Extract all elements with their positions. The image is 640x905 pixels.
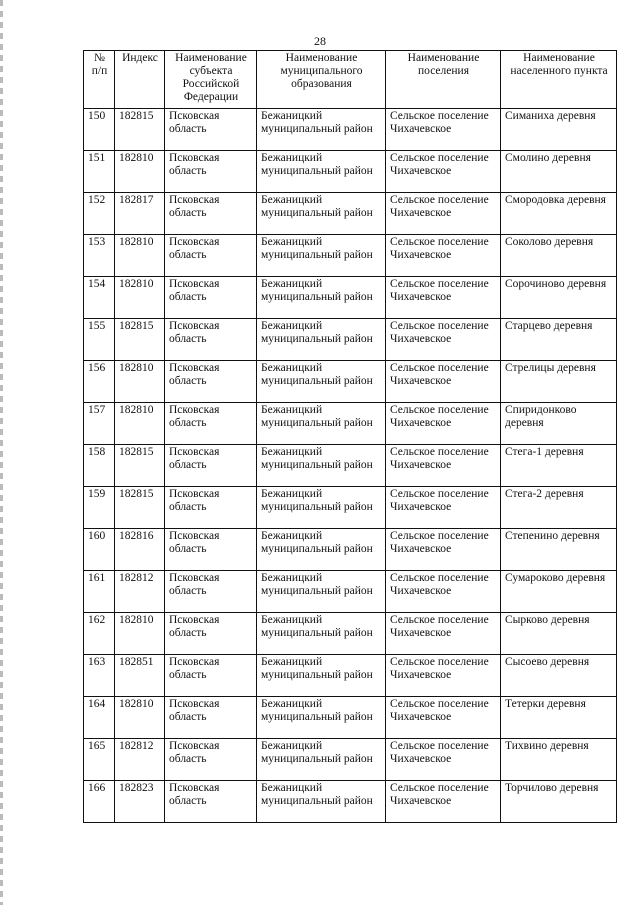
table-row: [84, 697, 617, 739]
cell-index: 182810: [115, 277, 165, 319]
cell-subject: Псковская область: [165, 361, 257, 403]
cell-subject: Псковская область: [165, 613, 257, 655]
cell-locality: Степенино деревня: [501, 529, 617, 571]
cell-locality: Смолино деревня: [501, 151, 617, 193]
table-row: [84, 109, 617, 151]
cell-municipality: Бежаницкий муниципальный район: [257, 613, 386, 655]
cell-subject: Псковская область: [165, 739, 257, 781]
cell-subject: Псковская область: [165, 403, 257, 445]
cell-locality: Сумароково деревня: [501, 571, 617, 613]
cell-settlement: Сельское поселение Чихачевское: [386, 781, 501, 823]
cell-locality: Тетерки деревня: [501, 697, 617, 739]
cell-municipality: Бежаницкий муниципальный район: [257, 529, 386, 571]
cell-settlement: Сельское поселение Чихачевское: [386, 571, 501, 613]
cell-index: 182815: [115, 319, 165, 361]
table-row: [84, 235, 617, 277]
settlements-table: [83, 50, 617, 823]
cell-locality: Соколово деревня: [501, 235, 617, 277]
cell-locality: Старцево деревня: [501, 319, 617, 361]
cell-settlement: Сельское поселение Чихачевское: [386, 277, 501, 319]
cell-settlement: Сельское поселение Чихачевское: [386, 319, 501, 361]
cell-num: 158: [84, 445, 115, 487]
cell-num: 150: [84, 109, 115, 151]
cell-subject: Псковская область: [165, 277, 257, 319]
table-row: [84, 571, 617, 613]
cell-subject: Псковская область: [165, 571, 257, 613]
cell-num: 151: [84, 151, 115, 193]
cell-locality: Тихвино деревня: [501, 739, 617, 781]
cell-locality: Торчилово деревня: [501, 781, 617, 823]
cell-settlement: Сельское поселение Чихачевское: [386, 361, 501, 403]
cell-municipality: Бежаницкий муниципальный район: [257, 571, 386, 613]
cell-num: 163: [84, 655, 115, 697]
table-body: [84, 109, 617, 823]
table-row: [84, 151, 617, 193]
cell-index: 182810: [115, 697, 165, 739]
table-row: [84, 361, 617, 403]
cell-settlement: Сельское поселение Чихачевское: [386, 235, 501, 277]
table-row: [84, 781, 617, 823]
cell-locality: Сысоево деревня: [501, 655, 617, 697]
header-num: № п/п: [84, 51, 115, 109]
cell-index: 182817: [115, 193, 165, 235]
cell-subject: Псковская область: [165, 697, 257, 739]
cell-num: 155: [84, 319, 115, 361]
cell-index: 182810: [115, 151, 165, 193]
cell-locality: Стрелицы деревня: [501, 361, 617, 403]
cell-num: 152: [84, 193, 115, 235]
header-settlement: Наименование поселения: [386, 51, 501, 109]
cell-locality: Смородовка деревня: [501, 193, 617, 235]
cell-subject: Псковская область: [165, 487, 257, 529]
page-number: 28: [314, 34, 326, 48]
table-row: [84, 739, 617, 781]
cell-settlement: Сельское поселение Чихачевское: [386, 487, 501, 529]
cell-num: 159: [84, 487, 115, 529]
cell-municipality: Бежаницкий муниципальный район: [257, 361, 386, 403]
scan-page-edge: [0, 0, 3, 905]
cell-municipality: Бежаницкий муниципальный район: [257, 277, 386, 319]
header-index: Индекс: [115, 51, 165, 109]
table-row: [84, 613, 617, 655]
cell-num: 165: [84, 739, 115, 781]
cell-subject: Псковская область: [165, 235, 257, 277]
cell-num: 154: [84, 277, 115, 319]
cell-municipality: Бежаницкий муниципальный район: [257, 697, 386, 739]
cell-subject: Псковская область: [165, 445, 257, 487]
cell-index: 182851: [115, 655, 165, 697]
cell-index: 182810: [115, 403, 165, 445]
cell-municipality: Бежаницкий муниципальный район: [257, 151, 386, 193]
cell-settlement: Сельское поселение Чихачевское: [386, 445, 501, 487]
cell-index: 182812: [115, 571, 165, 613]
cell-num: 162: [84, 613, 115, 655]
cell-locality: Сырково деревня: [501, 613, 617, 655]
cell-settlement: Сельское поселение Чихачевское: [386, 655, 501, 697]
cell-subject: Псковская область: [165, 193, 257, 235]
cell-index: 182815: [115, 109, 165, 151]
cell-subject: Псковская область: [165, 781, 257, 823]
cell-locality: Стега-1 деревня: [501, 445, 617, 487]
table-row: [84, 487, 617, 529]
cell-subject: Псковская область: [165, 109, 257, 151]
cell-settlement: Сельское поселение Чихачевское: [386, 529, 501, 571]
cell-num: 164: [84, 697, 115, 739]
cell-locality: Симаниха деревня: [501, 109, 617, 151]
table-row: [84, 529, 617, 571]
cell-settlement: Сельское поселение Чихачевское: [386, 109, 501, 151]
cell-num: 157: [84, 403, 115, 445]
cell-settlement: Сельское поселение Чихачевское: [386, 613, 501, 655]
cell-index: 182810: [115, 613, 165, 655]
cell-municipality: Бежаницкий муниципальный район: [257, 739, 386, 781]
cell-locality: Сорочиново деревня: [501, 277, 617, 319]
cell-municipality: Бежаницкий муниципальный район: [257, 235, 386, 277]
cell-subject: Псковская область: [165, 151, 257, 193]
cell-settlement: Сельское поселение Чихачевское: [386, 739, 501, 781]
table-header: [84, 51, 617, 109]
cell-locality: Стега-2 деревня: [501, 487, 617, 529]
header-row: [84, 51, 617, 109]
table-row: [84, 277, 617, 319]
cell-municipality: Бежаницкий муниципальный район: [257, 655, 386, 697]
cell-index: 182815: [115, 445, 165, 487]
cell-municipality: Бежаницкий муниципальный район: [257, 403, 386, 445]
cell-num: 153: [84, 235, 115, 277]
cell-municipality: Бежаницкий муниципальный район: [257, 319, 386, 361]
cell-num: 160: [84, 529, 115, 571]
table-row: [84, 655, 617, 697]
cell-municipality: Бежаницкий муниципальный район: [257, 193, 386, 235]
cell-index: 182815: [115, 487, 165, 529]
table-row: [84, 403, 617, 445]
cell-municipality: Бежаницкий муниципальный район: [257, 781, 386, 823]
table-row: [84, 445, 617, 487]
cell-subject: Псковская область: [165, 655, 257, 697]
table-row: [84, 319, 617, 361]
cell-municipality: Бежаницкий муниципальный район: [257, 445, 386, 487]
cell-index: 182823: [115, 781, 165, 823]
cell-num: 156: [84, 361, 115, 403]
cell-settlement: Сельское поселение Чихачевское: [386, 403, 501, 445]
cell-municipality: Бежаницкий муниципальный район: [257, 487, 386, 529]
cell-subject: Псковская область: [165, 529, 257, 571]
header-municipality: Наименование муниципального образования: [257, 51, 386, 109]
cell-num: 161: [84, 571, 115, 613]
cell-index: 182816: [115, 529, 165, 571]
cell-settlement: Сельское поселение Чихачевское: [386, 193, 501, 235]
cell-num: 166: [84, 781, 115, 823]
table-row: [84, 193, 617, 235]
cell-settlement: Сельское поселение Чихачевское: [386, 151, 501, 193]
cell-index: 182810: [115, 235, 165, 277]
cell-locality: Спиридонково деревня: [501, 403, 617, 445]
cell-settlement: Сельское поселение Чихачевское: [386, 697, 501, 739]
header-subject: Наименование субъекта Российской Федерации: [165, 51, 257, 109]
cell-index: 182810: [115, 361, 165, 403]
cell-index: 182812: [115, 739, 165, 781]
cell-subject: Псковская область: [165, 319, 257, 361]
header-locality: Наименование населенного пункта: [501, 51, 617, 109]
cell-municipality: Бежаницкий муниципальный район: [257, 109, 386, 151]
